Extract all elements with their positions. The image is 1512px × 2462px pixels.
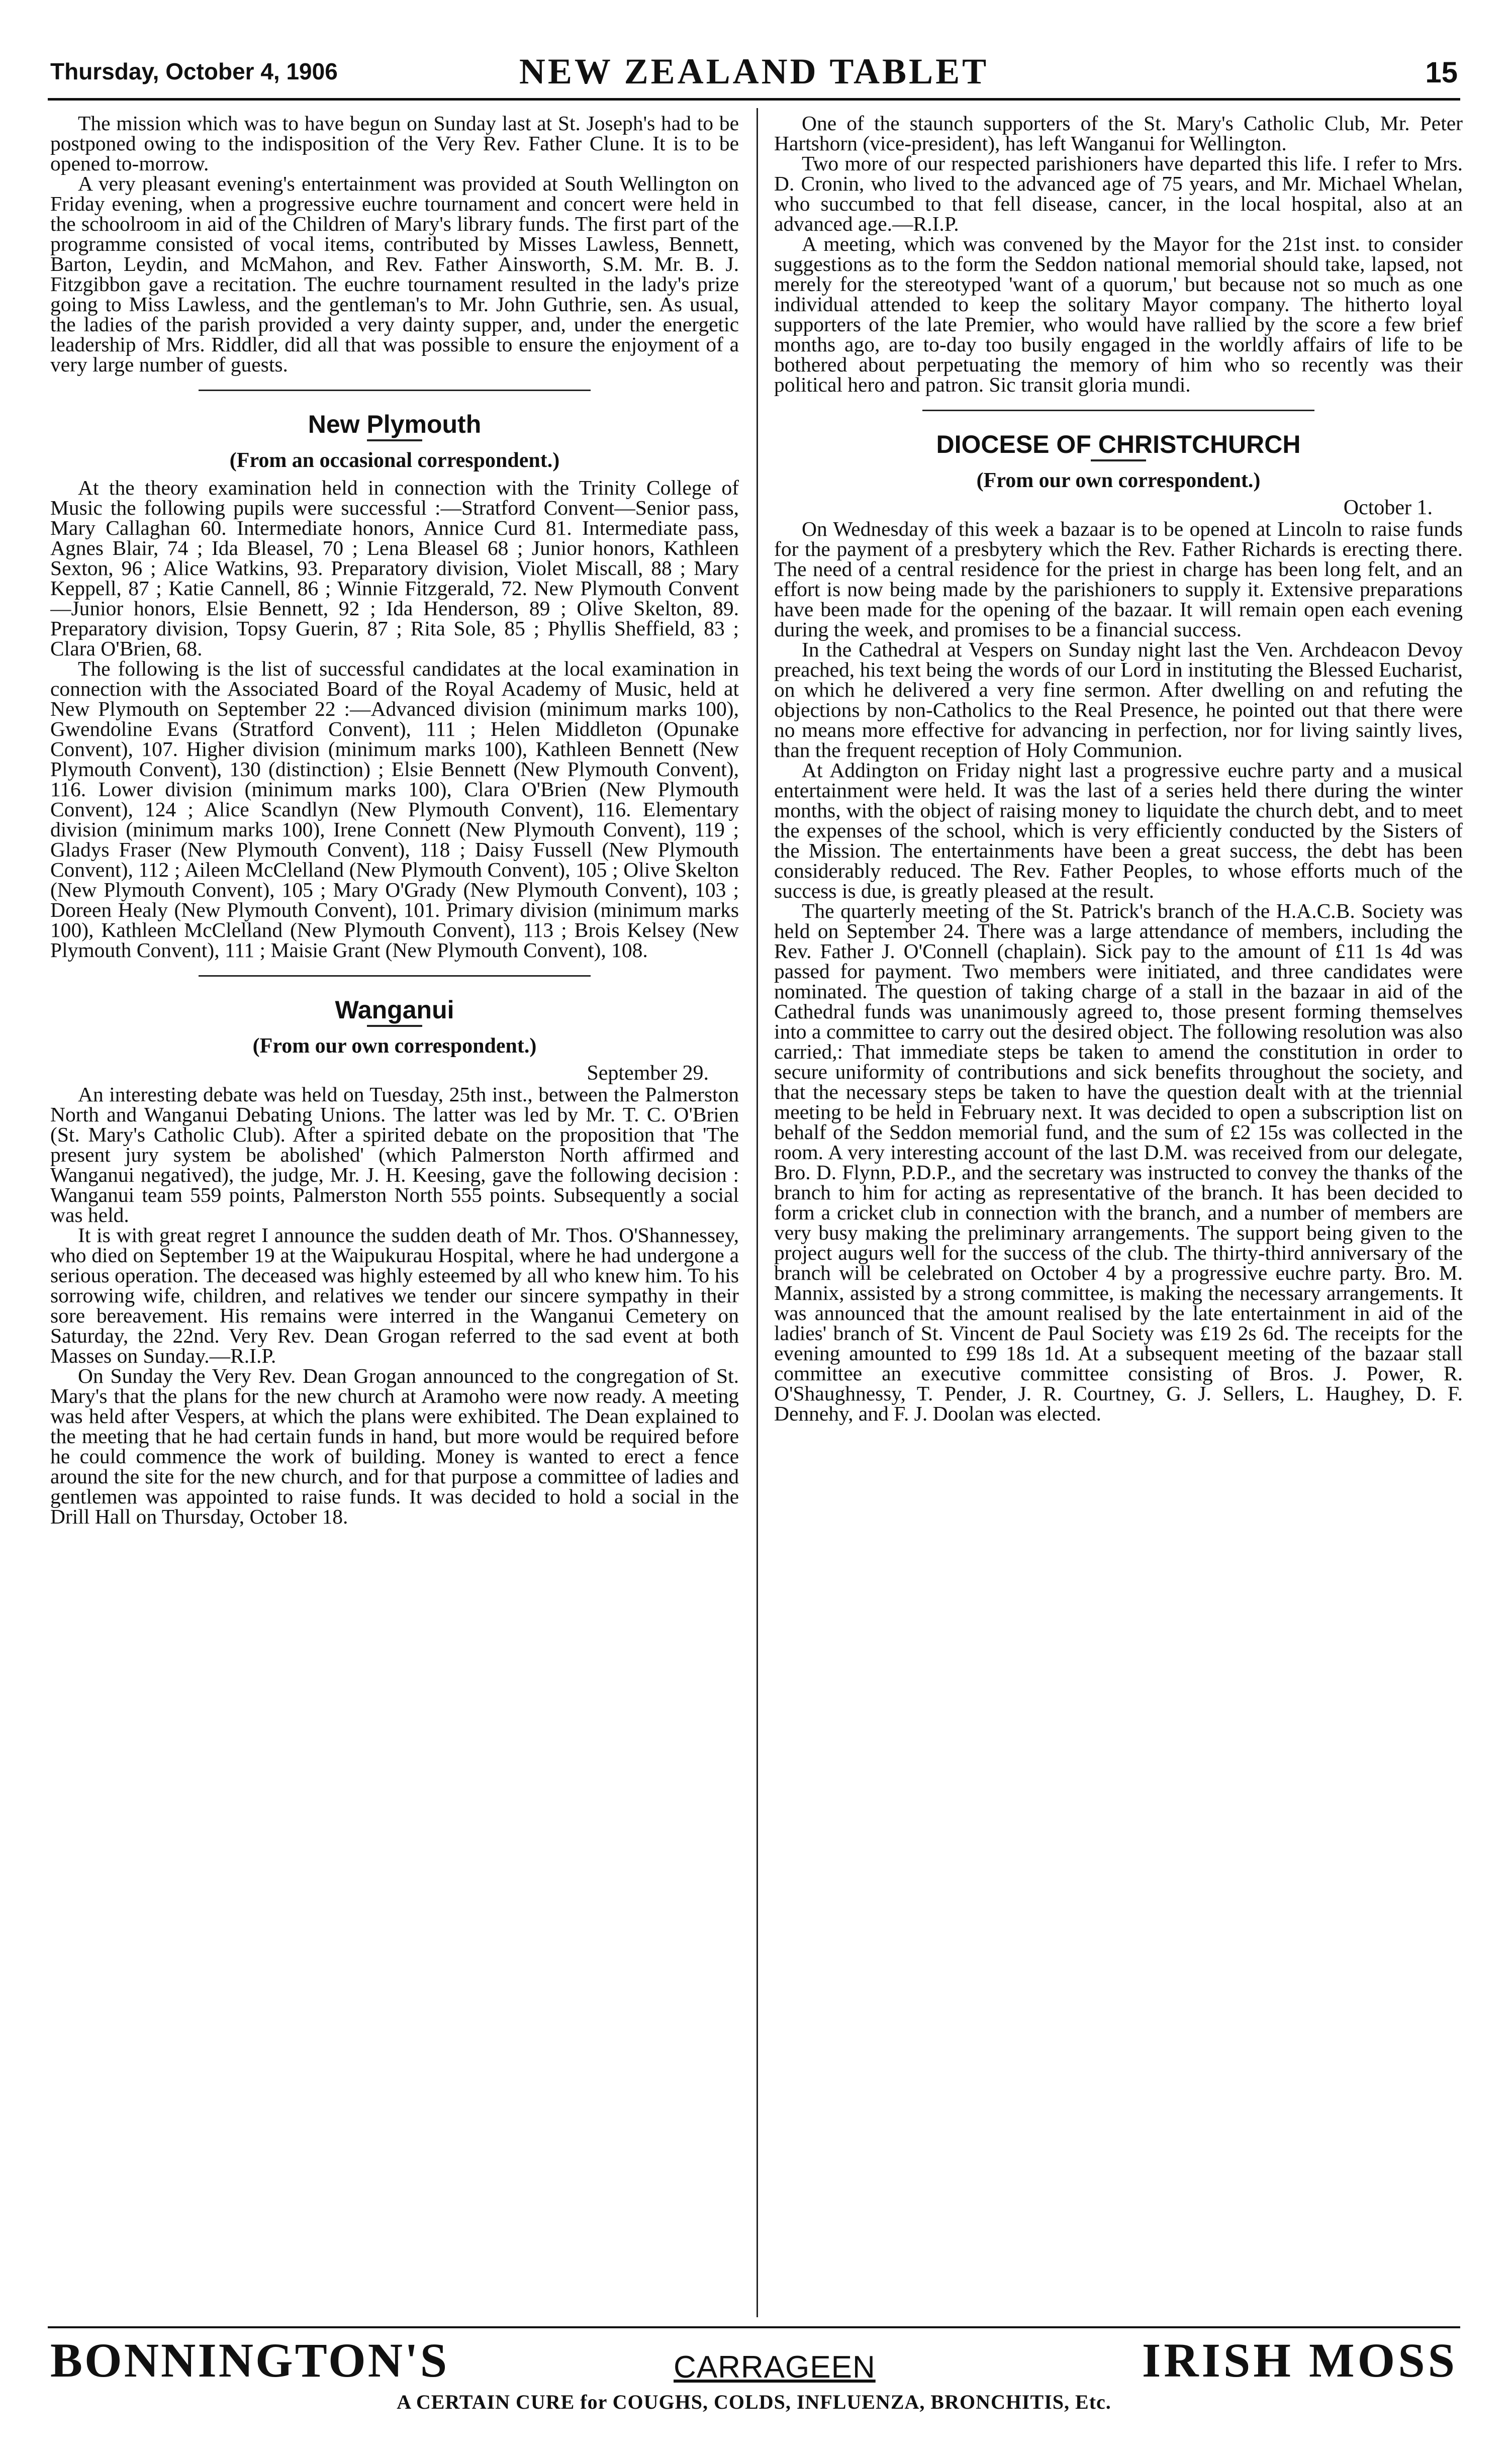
advert-product-name: IRISH MOSS (1142, 2333, 1458, 2387)
advert-line (50, 2332, 1458, 2387)
article-paragraph: An interesting debate was held on Tuesday, 25th inst., between the Palmerston North and Wanganui Debating Unions. The latter was led by Mr. T. C. O'Brien (St. Mary's Catholic Club). After a spirited debate on the proposition that 'The present jury system be abolished' (which Palmerston North affirmed and Wanganui negatived), the judge, Mr. J. H. Keesing, gave the following decision : Wanganui team 559 points, Palmerston North 555 points. Subsequently a social was held. (50, 1083, 739, 1226)
advertisement (50, 2332, 1458, 2413)
heading-rule (1091, 459, 1146, 461)
correspondent-line: (From an occasional correspondent.) (229, 449, 560, 472)
page-number: 15 (1425, 56, 1458, 89)
article-paragraph: A very pleasant evening's entertainment was provided at South Wellington on Friday evening, when a progressive euchre tournament and concert were held in the schoolroom in aid of the Children of Mary's library funds. The first part of the programme consisted of vocal items, contributed by Misses Lawless, Bennett, Barton, Leydin, and McMahon, and Rev. Father Ainsworth, S.M. Mr. B. J. Fitzgibbon gave a recitation. The euchre tournament resulted in the lady's prize going to Miss Lawless, and the gentleman's to Mr. John Guthrie, sen. As usual, the ladies of the parish provided a very dainty supper, and, under the energetic leadership of Mrs. Riddler, did all that was possible to ensure the enjoyment of a very large number of guests. (50, 172, 739, 376)
article-paragraph: The mission which was to have begun on Sunday last at St. Joseph's had to be postponed owing to the indisposition of the Very Rev. Father Clune. It is to be opened to-morrow. (50, 113, 739, 175)
section-divider (199, 975, 591, 977)
right-column (774, 113, 1463, 2315)
article-paragraph: One of the staunch supporters of the St. Mary's Catholic Club, Mr. Peter Hartshorn (vice-president), has left Wanganui for Wellington. (774, 113, 1463, 155)
advert-tagline: A CERTAIN CURE for COUGHS, COLDS, INFLUENZA, BRONCHITIS, Etc. (397, 2391, 1111, 2413)
masthead-title: NEW ZEALAND TABLET (519, 51, 989, 91)
advert-product: CARRAGEEN (674, 2350, 876, 2385)
article-paragraph: Two more of our respected parishioners have departed this life. I refer to Mrs. D. Cronin, who lived to the advanced age of 75 years, and Mr. Michael Whelan, who succumbed to that fell disease, cancer, in the local hospital, also at an advanced age.—R.I.P. (774, 152, 1463, 235)
advert-rule (48, 2326, 1460, 2328)
article-paragraph: A meeting, which was convened by the Mayor for the 21st inst. to consider suggestions as to the form the Seddon national memorial should take, lapsed, not merely for the stereotyped 'want of a quorum,' but because not so much as one individual attended to keep the solitary Mayor company. The hitherto loyal supporters of the late Premier, who would have rallied by the score a few brief months ago, are to-day too busily engaged in the worldly affairs of life to be bothered about perpetuating the memory of him who so recently was their political hero and patron. Sic transit gloria mundi. (774, 232, 1463, 396)
column-divider (757, 108, 758, 2317)
left-column (50, 113, 739, 2315)
article-paragraph: At Addington on Friday night last a progressive euchre party and a musical entertainment were held. It was the last of a series held there during the winter months, with the object of raising money to liquidate the church debt, and to meet the expenses of the school, which is very efficiently conducted by the Sisters of the Mission. The entertainments have been a great success, the debt has been considerably reduced. The Rev. Father Peoples, to whose efforts much of the success is due, is greatly pleased at the result. (774, 759, 1463, 902)
article-paragraph: At the theory examination held in connection with the Trinity College of Music the following pupils were successful :—Stratford Convent—Senior pass, Mary Callaghan 60. Intermediate honors, Annice Curd 81. Intermediate pass, Agnes Blair, 74 ; Ida Bleasel, 70 ; Lena Bleasel 68 ; Junior honors, Kathleen Sexton, 96 ; Alice Watkins, 93. Preparatory division, Violet Miscall, 88 ; Mary Keppell, 87 ; Katie Cannell, 86 ; Winnie Fitzgerald, 72. New Plymouth Convent—Junior honors, Elsie Bennett, 92 ; Ida Henderson, 89 ; Olive Skelton, 89. Preparatory division, Topsy Guerin, 87 ; Rita Sole, 85 ; Phyllis Sheffield, 83 ; Clara O'Brien, 68. (50, 476, 739, 660)
article-paragraph: The following is the list of successful candidates at the local examination in connection with the Associated Board of the Royal Academy of Music, held at New Plymouth on September 22 :—Advanced division (minimum marks 100), Gwendoline Evans (Stratford Convent), 111 ; Helen Middleton (Opunake Convent), 107. Higher division (minimum marks 100), Kathleen Bennett (New Plymouth Convent), 130 (distinction) ; Elsie Bennett (New Plymouth Convent), 116. Lower division (minimum marks 100), Clara O'Brien (New Plymouth Convent), 124 ; Alice Scandlyn (New Plymouth Convent), 116. Elementary division (minimum marks 100), Irene Connett (New Plymouth Convent), 119 ; Gladys Fraser (New Plymouth Convent), 118 ; Daisy Fussell (New Plymouth Convent), 112 ; Aileen McClelland (New Plymouth Convent), 105 ; Olive Skelton (New Plymouth Convent), 105 ; Mary O'Grady (New Plymouth Convent), 103 ; Doreen Healy (New Plymouth Convent), 101. Primary division (minimum marks 100), Kathleen McClelland (New Plymouth Convent), 113 ; Brois Kelsey (New Plymouth Convent), 111 ; Maisie Grant (New Plymouth Convent), 108. (50, 657, 739, 962)
section-divider (199, 390, 591, 391)
section-heading-new-plymouth: New Plymouth (308, 410, 482, 438)
article-paragraph: In the Cathedral at Vespers on Sunday night last the Ven. Archdeacon Devoy preached, his text being the words of our Lord in instituting the Blessed Eucharist, on which he delivered a very fine sermon. After dwelling on and refuting the objections by non-Catholics to the Real Presence, he pointed out that there were no means more effective for advancing in perfection, nor for living saintly lives, than the frequent reception of Holy Communion. (774, 638, 1463, 762)
section-heading-wanganui: Wanganui (335, 996, 454, 1024)
article-paragraph: On Sunday the Very Rev. Dean Grogan announced to the congregation of St. Mary's that the plans for the new church at Aramoho were now ready. A meeting was held after Vespers, at which the plans were exhibited. The Dean explained to the meeting that he had certain funds in hand, but more would be required before he could commence the work of building. Money is wanted to erect a fence around the site for the new church, and for that purpose a committee of ladies and gentlemen was appointed to raise funds. It was decided to hold a social in the Drill Hall on Thursday, October 18. (50, 1364, 739, 1528)
article-paragraph: The quarterly meeting of the St. Patrick's branch of the H.A.C.B. Society was held on September 24. There was a large attendance of members, including the Rev. Father J. O'Connell (chaplain). Sick pay to the amount of £11 1s 4d was passed for payment. Two members were initiated, and three candidates were nominated. The question of taking charge of a stall in the bazaar in aid of the Cathedral funds was unanimously agreed to, those present forming themselves into a committee to carry out the desired object. The following resolution was also carried,: That immediate steps be taken to amend the constitution in order to secure uniformity of contributions and sick benefits throughout the society, and that the necessary steps be taken to have the question dealt with at the triennial meeting to be held in February next. It was decided to open a subscription list on behalf of the Seddon memorial fund, and the sum of £2 15s was collected in the room. A very interesting account of the last D.M. was received from our delegate, Bro. D. Flynn, P.D.P., and the secretary was instructed to convey the thanks of the branch to him for acting as representative of the branch. It has been decided to form a cricket club in connection with the branch, and a number of members are very busy making the preliminary arrangements. The support being given to the project augurs well for the success of the club. The thirty-third anniversary of the branch will be celebrated on October 4 by a progressive euchre party. Bro. M. Mannix, assisted by a strong committee, is making the necessary arrangements. It was announced that the amount realised by the late entertainment in aid of the ladies' branch of St. Vincent de Paul Society was £19 2s 6d. The receipts for the evening amounted to £99 18s 1d. At a subsequent meeting of the bazaar stall committee an executive committee consisting of Bros. J. Power, R. O'Shaughnessy, T. Pender, J. R. Courtney, G. J. Sellers, L. Haughey, D. F. Dennehy, and F. J. Doolan was elected. (774, 899, 1463, 1425)
section-heading-christchurch: DIOCESE OF CHRISTCHURCH (936, 430, 1301, 458)
header-rule (48, 98, 1460, 101)
dateline: October 1. (1343, 496, 1433, 519)
correspondent-line: (From our own correspondent.) (976, 469, 1261, 492)
page-header (50, 53, 1458, 103)
heading-rule (367, 1025, 422, 1027)
correspondent-line: (From our own correspondent.) (252, 1034, 537, 1058)
section-divider (922, 410, 1314, 411)
dateline: September 29. (587, 1062, 709, 1085)
article-paragraph: It is with great regret I announce the sudden death of Mr. Thos. O'Shannessey, who died on September 19 at the Waipukurau Hospital, where he had undergone a serious operation. The deceased was highly esteemed by all who knew him. To his sorrowing wife, children, and relatives we tender our sincere sympathy in their sore bereavement. His remains were interred in the Wanganui Cemetery on Saturday, the 22nd. Very Rev. Dean Grogan referred to the sad event at both Masses on Sunday.—R.I.P. (50, 1223, 739, 1367)
issue-date: Thursday, October 4, 1906 (50, 58, 338, 84)
advert-brand: BONNINGTON'S (50, 2333, 449, 2387)
heading-rule (367, 439, 422, 441)
article-paragraph: On Wednesday of this week a bazaar is to be opened at Lincoln to raise funds for the payment of a presbytery which the Rev. Father Richards is erecting there. The need of a central residence for the priest in charge has been long felt, and an effort is now being made by the parishioners to supply it. Extensive preparations have been made for the opening of the bazaar. It will remain open each evening during the week, and promises to be a financial success. (774, 517, 1463, 641)
